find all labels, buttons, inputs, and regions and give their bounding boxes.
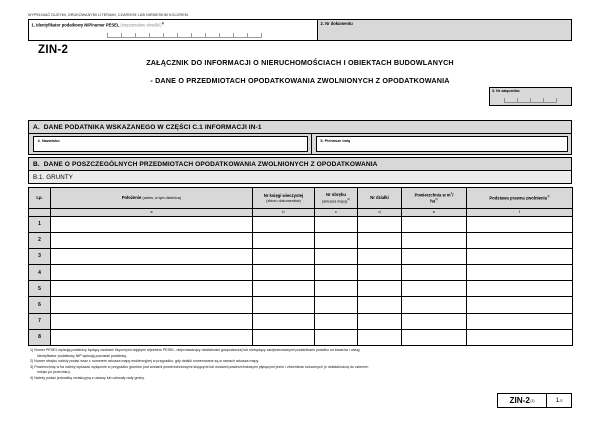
taxpayer-identifier-hint: (niepotrzebne skreślić)	[120, 21, 162, 27]
cell-plot[interactable]	[358, 281, 402, 297]
surname-field[interactable]	[29, 134, 311, 154]
col-header-land-register-main: Nr księgi wieczystej	[263, 192, 304, 198]
cell-position[interactable]	[51, 265, 253, 281]
taxpayer-identifier-text: Identyfikator podatkowy NIP/numer PESEL	[36, 21, 120, 27]
cell-land-register[interactable]	[253, 297, 315, 313]
cell-position[interactable]	[51, 297, 253, 313]
col-header-area-sub: ha	[430, 198, 436, 204]
footer-page-number	[547, 393, 572, 408]
footnote-1-line1: 1) Numer PESEL wpisują podatnicy będący osobami fizycznymi objętymi rejestrem PESEL, nieprowadzący działalności gospodarczej lub niebędący zarejestrowanymi podatnikami podatku od towarów i usług.	[30, 348, 361, 352]
cell-land-register[interactable]	[253, 313, 315, 329]
cell-plot[interactable]	[358, 232, 402, 248]
footer-form-code	[497, 393, 547, 408]
footer-form-code-sub: (1)	[530, 398, 535, 403]
col-header-position-main: Położenie	[121, 195, 142, 201]
identifier-row	[28, 19, 572, 41]
cell-legal-basis[interactable]	[467, 281, 573, 297]
col-header-area-note: 3)	[435, 197, 438, 201]
cell-precinct[interactable]	[315, 281, 358, 297]
footnote-3-line1: 3) Powierzchnię w ha należy wykazać wyłącznie w przypadku gruntów pod wodami powierzchniowymi stojącymi lub wodami powierzchniowymi płynącymi jezior i zbiorników sztucznych (z dokładnością do czterech	[30, 364, 369, 369]
cell-land-register[interactable]	[253, 281, 315, 297]
footnote-4: 4) Należy podać jednostkę redakcyjną z ustawy lub uchwały rady gminy.	[30, 375, 145, 380]
form-title-line1: ZAŁĄCZNIK DO INFORMACJI O NIERUCHOMOŚCIACH I OBIEKTACH BUDOWLANYCH	[146, 58, 454, 67]
form-title-line2: - DANE O PRZEDMIOTACH OPODATKOWANIA ZWOLNIONYCH Z OPODATKOWANIA	[150, 76, 450, 85]
page-footer	[497, 393, 572, 408]
taxpayer-identifier-input[interactable]	[107, 33, 262, 38]
document-number-field[interactable]	[318, 19, 572, 41]
document-number-text: Nr dokumentu	[325, 20, 353, 26]
col-header-precinct	[315, 188, 358, 209]
document-number-label	[318, 20, 571, 27]
table-body	[29, 216, 573, 346]
cell-position[interactable]	[51, 232, 253, 248]
document-number-number: 2.	[320, 20, 324, 26]
cell-area[interactable]	[402, 265, 467, 281]
table-letter-row	[29, 209, 573, 217]
col-header-area-unit-sup: 2	[450, 191, 453, 196]
firstname-label	[318, 137, 350, 143]
section-a	[28, 120, 572, 155]
section-b1-subtitle: B.1. GRUNTY	[29, 170, 571, 183]
footnotes	[30, 348, 575, 382]
cell-position[interactable]	[51, 281, 253, 297]
attachment-number-input[interactable]	[504, 98, 557, 103]
col-header-land-register-sub: (zbioru dokumentów)	[266, 198, 301, 203]
cell-legal-basis[interactable]	[467, 232, 573, 248]
table-row	[29, 313, 573, 329]
col-header-legal-basis-note: 4)	[547, 194, 550, 199]
col-header-position	[51, 188, 253, 209]
cell-legal-basis[interactable]	[467, 216, 573, 232]
row-number: 5	[29, 281, 51, 297]
table-row	[29, 329, 573, 345]
attachment-number-number: 3.	[492, 89, 496, 94]
cell-area[interactable]	[402, 232, 467, 248]
land-items-table	[28, 187, 573, 346]
col-letter-a: a	[51, 209, 253, 217]
row-number: 1	[29, 216, 51, 232]
taxpayer-identifier-footnote-ref: 1)	[161, 20, 165, 25]
form-code: ZIN-2	[38, 44, 69, 56]
footnote-2: 2) Numer obrębu należy podać wraz z numerem arkusza mapy ewidencyjnej w przypadku, gdy działki numerowane są w ramach arkusza mapy.	[30, 359, 260, 364]
table-row	[29, 265, 573, 281]
surname-field-number: 4.	[37, 137, 41, 143]
row-number: 2	[29, 232, 51, 248]
table-row	[29, 248, 573, 264]
cell-position[interactable]	[51, 248, 253, 264]
section-b	[28, 157, 572, 184]
cell-area[interactable]	[402, 329, 467, 345]
cell-legal-basis[interactable]	[467, 313, 573, 329]
footer-page-sub: /2	[559, 398, 563, 403]
col-header-legal-basis	[467, 188, 573, 209]
cell-area[interactable]	[402, 216, 467, 232]
footer-page-text: 1	[555, 397, 560, 404]
col-header-precinct-main: Nr obrębu	[325, 192, 346, 198]
cell-area[interactable]	[402, 313, 467, 329]
cell-plot[interactable]	[358, 297, 402, 313]
table-row	[29, 232, 573, 248]
row-number: 6	[29, 297, 51, 313]
cell-plot[interactable]	[358, 329, 402, 345]
row-number: 3	[29, 248, 51, 264]
col-header-land-register	[253, 188, 315, 209]
surname-label-text: Nazwisko	[41, 137, 60, 143]
cell-position[interactable]	[51, 216, 253, 232]
row-number: 8	[29, 329, 51, 345]
firstname-field-number: 5.	[320, 137, 324, 143]
firstname-label-text: Pierwsze imię	[324, 137, 351, 143]
cell-legal-basis[interactable]	[467, 329, 573, 345]
cell-position[interactable]	[51, 329, 253, 345]
footnote-1-line2: Identyfikator podatkowy NIP wpisują pozostali podatnicy.	[37, 353, 127, 358]
col-header-plot: Nr działki	[358, 188, 402, 209]
table-row	[29, 216, 573, 232]
firstname-input[interactable]	[316, 136, 568, 152]
cell-legal-basis[interactable]	[467, 265, 573, 281]
section-b-title-text: DANE O POSZCZEGÓLNYCH PRZEDMIOTACH OPODATKOWANIA ZWOLNIONYCH Z OPODATKOWANIA	[43, 160, 378, 168]
col-letter-c: c	[315, 209, 358, 217]
section-b-letter: B.	[33, 160, 40, 168]
section-a-title-text: DANE PODATNIKA WSKAZANEGO W CZĘŚCI C.1 INFORMACJI IN-1	[43, 123, 262, 131]
section-a-title	[29, 121, 571, 134]
col-letter-d: d	[358, 209, 402, 217]
col-letter-b: b	[253, 209, 315, 217]
col-letter-lp	[29, 209, 51, 217]
col-letter-f: f	[467, 209, 573, 217]
cell-precinct[interactable]	[315, 265, 358, 281]
table-header-row	[29, 188, 573, 209]
col-header-precinct-note: 2)	[347, 196, 350, 201]
table-row	[29, 281, 573, 297]
cell-legal-basis[interactable]	[467, 297, 573, 313]
cell-plot[interactable]	[358, 313, 402, 329]
cell-plot[interactable]	[358, 265, 402, 281]
cell-plot[interactable]	[358, 248, 402, 264]
surname-label	[35, 137, 60, 143]
section-b-title	[29, 158, 571, 170]
col-header-legal-basis-main: Podstawa prawna zwolnienia	[489, 195, 548, 201]
cell-land-register[interactable]	[253, 216, 315, 232]
cell-position[interactable]	[51, 313, 253, 329]
attachment-number-field[interactable]	[489, 87, 572, 106]
row-number: 4	[29, 265, 51, 281]
section-a-letter: A.	[33, 123, 40, 131]
taxpayer-identifier-number: 1.	[31, 21, 35, 27]
cell-precinct[interactable]	[315, 297, 358, 313]
cell-precinct[interactable]	[315, 232, 358, 248]
cell-land-register[interactable]	[253, 232, 315, 248]
footer-form-code-text: ZIN-2	[509, 396, 530, 405]
cell-land-register[interactable]	[253, 248, 315, 264]
row-number: 7	[29, 313, 51, 329]
col-letter-e: e	[402, 209, 467, 217]
footnote-3-line2: miejsc po przecinku).	[37, 370, 71, 375]
section-a-fields	[29, 134, 571, 154]
col-header-lp: Lp.	[29, 188, 51, 209]
surname-input[interactable]	[33, 136, 308, 152]
col-header-area-main: Powierzchnia w m	[414, 192, 451, 198]
fill-instruction: WYPEŁNIAĆ DUŻYMI, DRUKOWANYMI LITERAMI, CZARNYM LUB NIEBIESKIM KOLOREM.	[28, 13, 189, 17]
taxpayer-identifier-field[interactable]	[28, 19, 318, 41]
col-header-area: Powierzchnia w $m^2/$ $ha^{3)}$	[402, 188, 467, 209]
cell-plot[interactable]	[358, 216, 402, 232]
cell-area[interactable]	[402, 281, 467, 297]
cell-area[interactable]	[402, 297, 467, 313]
cell-precinct[interactable]	[315, 313, 358, 329]
taxpayer-identifier-label	[29, 20, 317, 28]
cell-legal-basis[interactable]	[467, 248, 573, 264]
col-header-precinct-sub: (arkusza mapy)	[322, 199, 348, 203]
cell-area[interactable]	[402, 248, 467, 264]
cell-precinct[interactable]	[315, 216, 358, 232]
cell-precinct[interactable]	[315, 329, 358, 345]
cell-land-register[interactable]	[253, 329, 315, 345]
firstname-field[interactable]	[311, 134, 571, 154]
table-row	[29, 297, 573, 313]
col-header-position-sub: (adres, w tym dzielnica)	[142, 196, 182, 201]
attachment-number-text: Nr załącznika	[496, 89, 520, 94]
attachment-number-label	[490, 88, 571, 94]
cell-land-register[interactable]	[253, 265, 315, 281]
cell-precinct[interactable]	[315, 248, 358, 264]
